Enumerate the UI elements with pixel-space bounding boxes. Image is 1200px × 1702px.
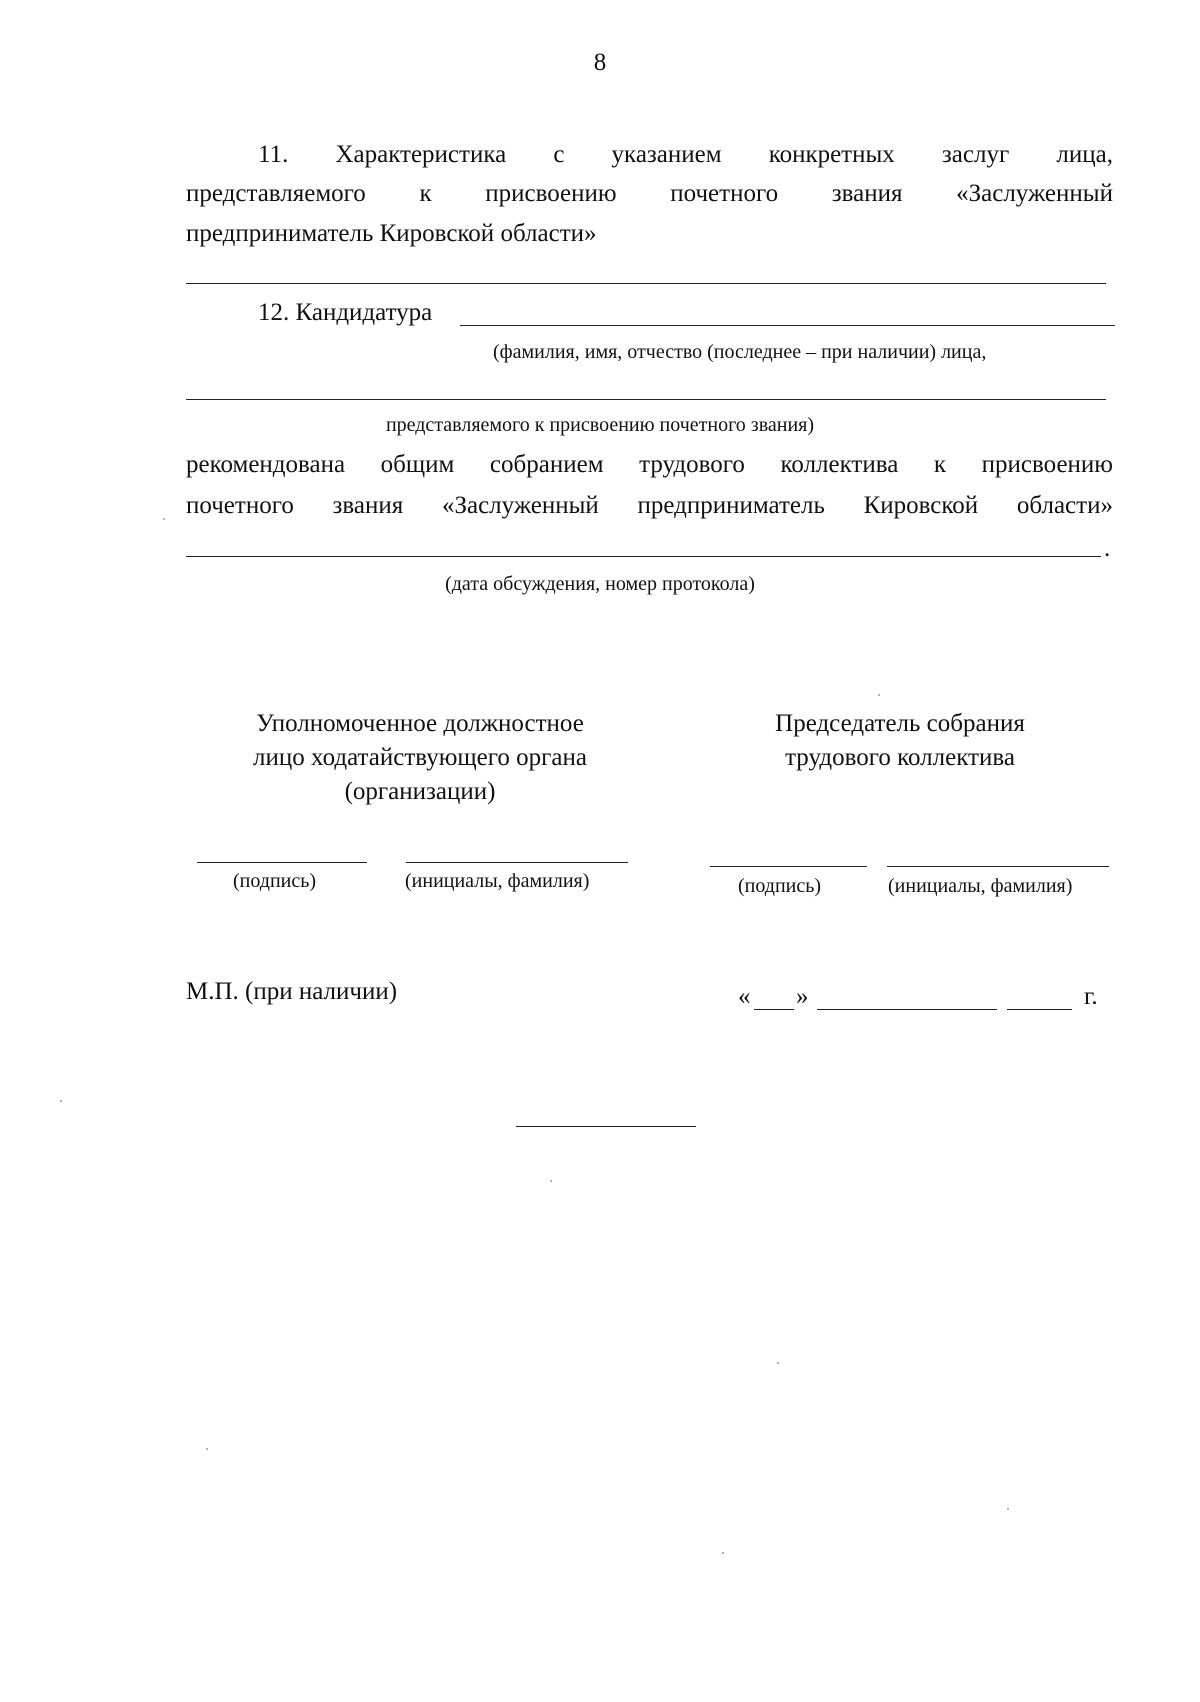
item11-line1	[258, 138, 1113, 172]
scan-speck	[722, 1552, 724, 1554]
left-signature-line	[197, 862, 367, 863]
item11-line3: предприниматель Кировской области»	[186, 220, 597, 247]
item11-word: «Заслуженный	[956, 180, 1113, 207]
item11-word: конкретных	[768, 141, 895, 168]
candidate-name-line	[460, 325, 1115, 326]
scan-speck	[777, 1362, 779, 1364]
scan-speck	[163, 518, 165, 520]
item12-word: почетного	[186, 492, 294, 519]
item12-word: присвоению	[981, 451, 1113, 478]
stamp-label: М.П. (при наличии)	[186, 978, 398, 1005]
item11-word: почетного	[670, 180, 779, 207]
item12-word: звания	[332, 492, 404, 519]
scan-speck	[60, 1100, 62, 1102]
item11-word: с	[553, 141, 565, 168]
candidate-name-line-2	[186, 399, 1106, 400]
protocol-line-period: .	[1104, 535, 1111, 562]
date-year-line	[1007, 1009, 1072, 1010]
right-name-line	[887, 866, 1109, 867]
scan-speck	[206, 1448, 208, 1450]
item11-line2	[186, 177, 1113, 211]
right-signer-title	[700, 707, 1100, 775]
date-day-line	[754, 1009, 794, 1010]
candidate-caption-2: представляемого к присвоению почетного звания)	[385, 414, 815, 436]
closing-rule	[516, 1126, 696, 1127]
right-signer-title-line: Председатель собрания	[775, 710, 1025, 737]
item11-word: звания	[831, 180, 903, 207]
item11-word: присвоению	[485, 180, 617, 207]
item11-word: Характеристика	[335, 141, 507, 168]
right-signature-caption: (подпись)	[738, 875, 822, 897]
left-signature-caption: (подпись)	[233, 870, 317, 892]
item12-word: области»	[1016, 492, 1113, 519]
left-signer-title-line: лицо ходатайствующего органа	[253, 744, 587, 771]
right-signature-line	[710, 866, 867, 867]
right-name-caption: (инициалы, фамилия)	[888, 875, 1073, 897]
item12-line1	[186, 448, 1113, 482]
item12-word: трудового	[639, 451, 745, 478]
candidate-caption-1: (фамилия, имя, отчество (последнее – при наличии) лица,	[493, 341, 987, 363]
item12-word: рекомендована	[186, 451, 346, 478]
item11-word: лица,	[1056, 141, 1113, 168]
scan-speck	[550, 1180, 552, 1182]
page-number: 8	[593, 49, 607, 76]
item12-word: Кировской	[863, 492, 979, 519]
date-close-quote: »	[796, 983, 809, 1010]
item11-word: к	[419, 180, 432, 207]
item11-blank-line	[186, 283, 1106, 284]
date-open-quote: «	[738, 983, 751, 1010]
item11-word: заслуг	[941, 141, 1010, 168]
date-month-line	[817, 1009, 997, 1010]
item12-word: к	[933, 451, 947, 478]
left-signer-title-line: (организации)	[344, 778, 496, 805]
item11-word: представляемого	[186, 180, 366, 207]
left-name-line	[406, 862, 628, 863]
left-signer-title-line: Уполномоченное должностное	[256, 710, 584, 737]
scan-speck	[1007, 1508, 1009, 1510]
item12-label: 12. Кандидатура	[258, 299, 433, 326]
item12-word: собранием	[489, 451, 604, 478]
item11-word: 11.	[258, 141, 289, 168]
right-signer-title-line: трудового коллектива	[785, 744, 1015, 771]
left-signer-title	[200, 707, 640, 809]
item12-line2	[186, 489, 1113, 523]
item12-word: «Заслуженный	[441, 492, 599, 519]
scan-speck	[878, 694, 880, 696]
date-year-suffix: г.	[1084, 983, 1098, 1010]
item11-word: указанием	[611, 141, 722, 168]
protocol-caption: (дата обсуждения, номер протокола)	[445, 573, 755, 595]
left-name-caption: (инициалы, фамилия)	[405, 870, 590, 892]
item12-word: коллектива	[780, 451, 899, 478]
protocol-line	[186, 556, 1101, 557]
item12-word: предприниматель	[637, 492, 825, 519]
item12-word: общим	[380, 451, 455, 478]
